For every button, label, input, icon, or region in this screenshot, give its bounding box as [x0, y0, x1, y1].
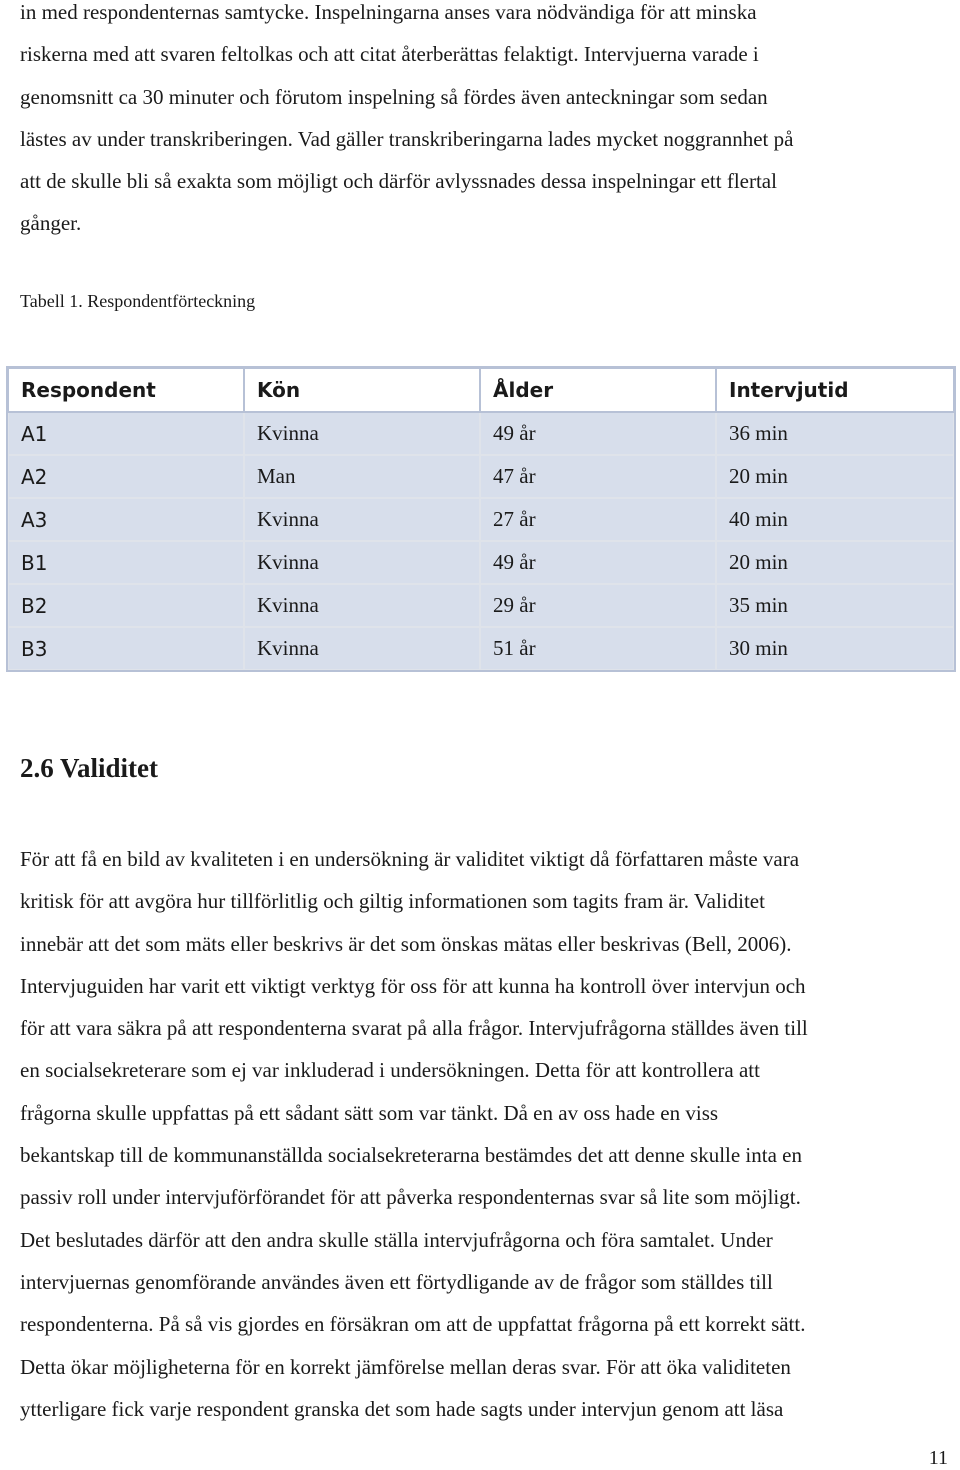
interview-time-cell: 20 min	[716, 541, 954, 584]
paragraph-line: bekantskap till de kommunanställda socialsekreterarna bestämdes det att denne skulle inta en	[20, 1143, 802, 1168]
interview-time-cell: 36 min	[716, 412, 954, 455]
paragraph-line: ytterligare fick varje respondent granska det som hade sagts under intervjun genom att läsa	[20, 1396, 784, 1421]
paragraph-line: Detta ökar möjligheterna för en korrekt jämförelse mellan deras svar. För att öka validiteten	[20, 1354, 791, 1379]
column-header: Ålder	[480, 368, 716, 412]
paragraph-line: innebär att det som mäts eller beskrivs är det som önskas mätas eller beskrivas (Bell, 2006).	[20, 931, 792, 956]
respondent-cell: B3	[8, 627, 244, 670]
gender-cell: Kvinna	[244, 627, 480, 670]
age-cell: 27 år	[480, 498, 716, 541]
interview-time-cell: 35 min	[716, 584, 954, 627]
table-row	[8, 412, 954, 455]
respondent-cell: A1	[8, 412, 244, 455]
paragraph-line: en socialsekreterare som ej var inkluderad i undersökningen. Detta för att kontrollera att	[20, 1058, 760, 1083]
paragraph-line: Det beslutades därför att den andra skulle ställa intervjufrågorna och föra samtalet. Under	[20, 1227, 773, 1252]
gender-cell: Kvinna	[244, 412, 480, 455]
paragraph-line: Intervjuguiden har varit ett viktigt verktyg för oss för att kunna ha kontroll över intervjun och	[20, 973, 806, 998]
respondent-cell: B1	[8, 541, 244, 584]
gender-cell: Kvinna	[244, 584, 480, 627]
paragraph-line: passiv roll under intervjuförförandet för att påverka respondenternas svar så lite som möjligt.	[20, 1185, 801, 1210]
paragraph-line: lästes av under transkriberingen. Vad gäller transkriberingarna lades mycket noggrannhet på	[20, 126, 794, 151]
age-cell: 49 år	[480, 412, 716, 455]
age-cell: 51 år	[480, 627, 716, 670]
table-row	[8, 541, 954, 584]
table-row	[8, 627, 954, 670]
respondent-table	[7, 367, 955, 671]
paragraph-line: för att vara säkra på att respondenterna svarat på alla frågor. Intervjufrågorna ställdes även till	[20, 1016, 808, 1041]
age-cell: 47 år	[480, 455, 716, 498]
validity-paragraph	[20, 838, 940, 1430]
column-header: Respondent	[8, 368, 244, 412]
page-number: 11	[928, 1447, 948, 1469]
interview-time-cell: 40 min	[716, 498, 954, 541]
table-header-row	[8, 368, 954, 412]
paragraph-line: För att få en bild av kvaliteten i en undersökning är validitet viktigt då författaren måste vara	[20, 847, 800, 871]
paragraph-line: genomsnitt ca 30 minuter och förutom inspelning så fördes även anteckningar som sedan	[20, 84, 768, 109]
paragraph-line: in med respondenternas samtycke. Inspelningarna anses vara nödvändiga för att minska	[20, 0, 757, 24]
gender-cell: Kvinna	[244, 498, 480, 541]
paragraph-line: riskerna med att svaren feltolkas och att citat återberättas felaktigt. Intervjuerna varade i	[20, 42, 759, 67]
paragraph-line: respondenterna. På så vis gjordes en försäkran om att de uppfattat frågorna på ett korrekt sätt.	[20, 1312, 806, 1337]
interview-time-cell: 20 min	[716, 455, 954, 498]
respondent-cell: B2	[8, 584, 244, 627]
gender-cell: Kvinna	[244, 541, 480, 584]
paragraph-line: intervjuernas genomförande användes även ett förtydligande av de frågor som ställdes till	[20, 1269, 773, 1294]
intro-paragraph	[20, 0, 940, 245]
age-cell: 49 år	[480, 541, 716, 584]
age-cell: 29 år	[480, 584, 716, 627]
table-caption: Tabell 1. Respondentförteckning	[20, 291, 256, 311]
table-row	[8, 455, 954, 498]
respondent-cell: A2	[8, 455, 244, 498]
column-header: Intervjutid	[716, 368, 954, 412]
respondent-cell: A3	[8, 498, 244, 541]
gender-cell: Man	[244, 455, 480, 498]
paragraph-line: kritisk för att avgöra hur tillförlitlig och giltig informationen som tagits fram är. Validitet	[20, 889, 765, 914]
paragraph-line: frågorna skulle uppfattas på ett sådant sätt som var tänkt. Då en av oss hade en viss	[20, 1100, 719, 1125]
table-row	[8, 498, 954, 541]
paragraph-line: att de skulle bli så exakta som möjligt och därför avlyssnades dessa inspelningar ett flertal	[20, 169, 777, 194]
interview-time-cell: 30 min	[716, 627, 954, 670]
paragraph-line: gånger.	[20, 211, 82, 236]
table-row	[8, 584, 954, 627]
column-header: Kön	[244, 368, 480, 412]
section-heading: 2.6 Validitet	[20, 753, 159, 783]
